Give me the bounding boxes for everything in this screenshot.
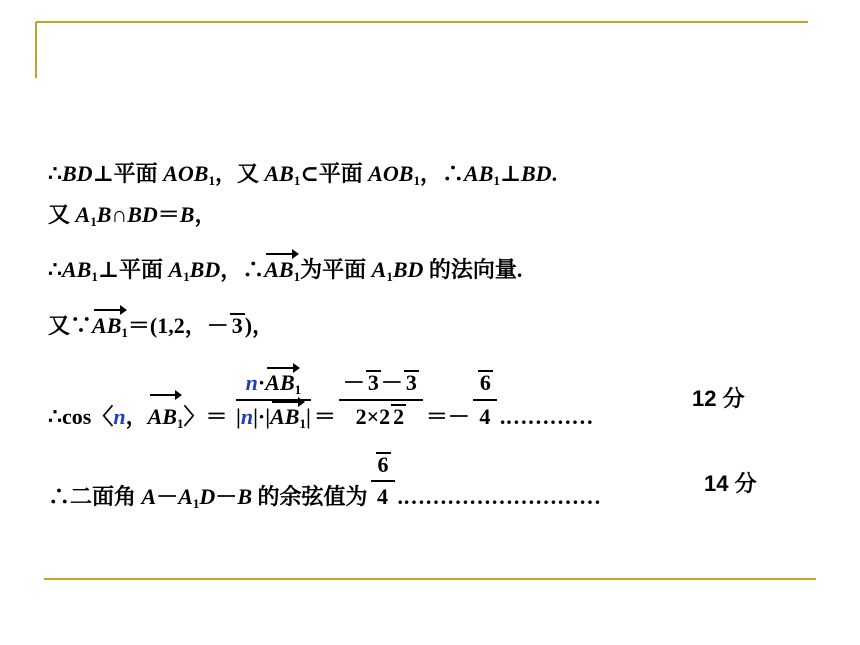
vector-ab1: [92, 312, 128, 340]
proof-line-4: [48, 312, 274, 340]
math-text: ⊥平面: [97, 257, 169, 282]
sqrt: [478, 370, 493, 394]
proof-line-3: [48, 256, 522, 284]
math-text: 2×2: [355, 404, 391, 429]
math-text: 为平面: [300, 257, 372, 282]
math-text: .: [551, 161, 558, 186]
subscript: 1: [293, 173, 301, 188]
math-text: 的余弦值为: [252, 484, 368, 509]
math-text: ，: [194, 202, 217, 227]
math-text: |·|: [253, 404, 271, 429]
score-12: 12 分: [692, 386, 745, 411]
math-text: －: [380, 370, 403, 395]
leader-dots: .…………: [499, 404, 594, 429]
subscript: 1: [293, 269, 301, 284]
fraction-denominator: [339, 401, 423, 430]
math-text: AB: [264, 257, 294, 282]
math-text: BD: [392, 257, 424, 282]
math-text: ∴二面角: [48, 484, 142, 509]
fraction-numerator: [371, 452, 395, 482]
math-text: ⊥: [499, 161, 521, 186]
math-text: 3: [367, 370, 379, 395]
fraction-cosine-value: [371, 452, 395, 509]
math-text: ＝: [157, 202, 180, 227]
math-text: 的法向量.: [423, 257, 523, 282]
math-text: ·: [257, 370, 266, 395]
math-text: AB: [265, 370, 295, 395]
math-text: BD: [62, 161, 93, 186]
sqrt: [376, 452, 391, 476]
math-text: A: [141, 484, 157, 509]
proof-line-1: [48, 160, 557, 188]
math-text: A: [371, 257, 387, 282]
math-text: ，∴: [220, 257, 265, 282]
score-14: 14 分: [704, 471, 757, 496]
math-text: |: [235, 404, 241, 429]
variable-n: n: [240, 404, 254, 429]
math-text: ，: [125, 404, 148, 429]
sqrt: [404, 370, 419, 394]
math-text: ＝－: [425, 404, 470, 429]
fraction-denominator: 4: [377, 484, 389, 509]
subscript: 1: [90, 214, 97, 229]
math-text: ，又: [214, 161, 265, 186]
fraction-numerator: [339, 370, 423, 401]
math-text: －: [342, 370, 365, 395]
fraction-cosine: [236, 370, 311, 430]
fraction-result: [473, 370, 497, 430]
subscript: 1: [183, 269, 190, 284]
math-text: AOB: [368, 161, 414, 186]
math-text: ＝: [313, 404, 336, 429]
subscript: 1: [192, 496, 200, 511]
vector-ab1: [264, 256, 300, 284]
sqrt: [366, 370, 381, 394]
math-text: B: [237, 484, 252, 509]
math-text: B: [96, 202, 112, 227]
math-text: AB: [264, 161, 294, 186]
math-text: AOB: [163, 161, 209, 186]
math-text: 6: [479, 370, 491, 395]
math-text: BD: [521, 161, 552, 186]
math-text: B: [179, 202, 195, 227]
math-text: 6: [377, 452, 389, 477]
sqrt: [391, 404, 406, 428]
leader-dots: .………………………: [397, 484, 602, 509]
proof-line-5: [48, 370, 593, 437]
math-text: AB: [62, 257, 92, 282]
math-text: ＝(1,2，－: [127, 313, 229, 338]
math-text: ∩: [111, 202, 128, 227]
proof-line-2: [48, 201, 216, 229]
math-text: )，: [244, 313, 275, 338]
math-text: BD: [189, 257, 221, 282]
therefore-symbol: ∴: [48, 161, 62, 186]
fraction-value: [339, 370, 423, 430]
fraction-denominator: 4: [479, 404, 491, 429]
subscript: 1: [386, 269, 393, 284]
math-text: 又∵: [48, 313, 93, 338]
math-text: 3: [405, 370, 417, 395]
math-text: ⊂平面: [300, 161, 369, 186]
math-text: 2: [393, 404, 405, 429]
subscript: 1: [121, 325, 128, 340]
math-text: AB: [464, 161, 494, 186]
subscript: 1: [294, 382, 302, 397]
subscript: 1: [91, 269, 98, 284]
subscript: 1: [493, 173, 500, 188]
proof-line-6: [48, 452, 601, 517]
vector-ab1: [265, 370, 301, 396]
sqrt: [230, 313, 245, 337]
math-text: AB: [92, 313, 122, 338]
math-text: －: [215, 484, 238, 509]
math-text: AB: [270, 404, 300, 429]
math-text: |: [305, 404, 311, 429]
math-text: 〉＝: [183, 404, 228, 429]
fraction-denominator: [236, 401, 311, 430]
math-text: ∴cos〈: [48, 404, 114, 429]
variable-n: n: [245, 370, 258, 395]
variable-n: n: [113, 404, 126, 429]
fraction-numerator: [473, 370, 497, 401]
subscript: 1: [208, 173, 215, 188]
subscript: 1: [413, 173, 420, 188]
vector-ab1: [270, 404, 306, 430]
math-text: A: [178, 484, 193, 509]
math-text: A: [75, 202, 91, 227]
subscript: 1: [176, 416, 184, 431]
math-text: 又: [48, 202, 76, 227]
math-text: A: [168, 257, 184, 282]
math-text: 3: [231, 313, 243, 338]
math-text: AB: [147, 404, 177, 429]
math-text: ⊥平面: [92, 161, 164, 186]
math-text: －: [156, 484, 179, 509]
therefore-symbol: ∴: [48, 257, 62, 282]
subscript: 1: [299, 416, 306, 431]
math-text: BD: [127, 202, 158, 227]
math-text: ，∴: [420, 161, 465, 186]
vector-ab1: [148, 397, 184, 437]
math-text: D: [199, 484, 216, 509]
